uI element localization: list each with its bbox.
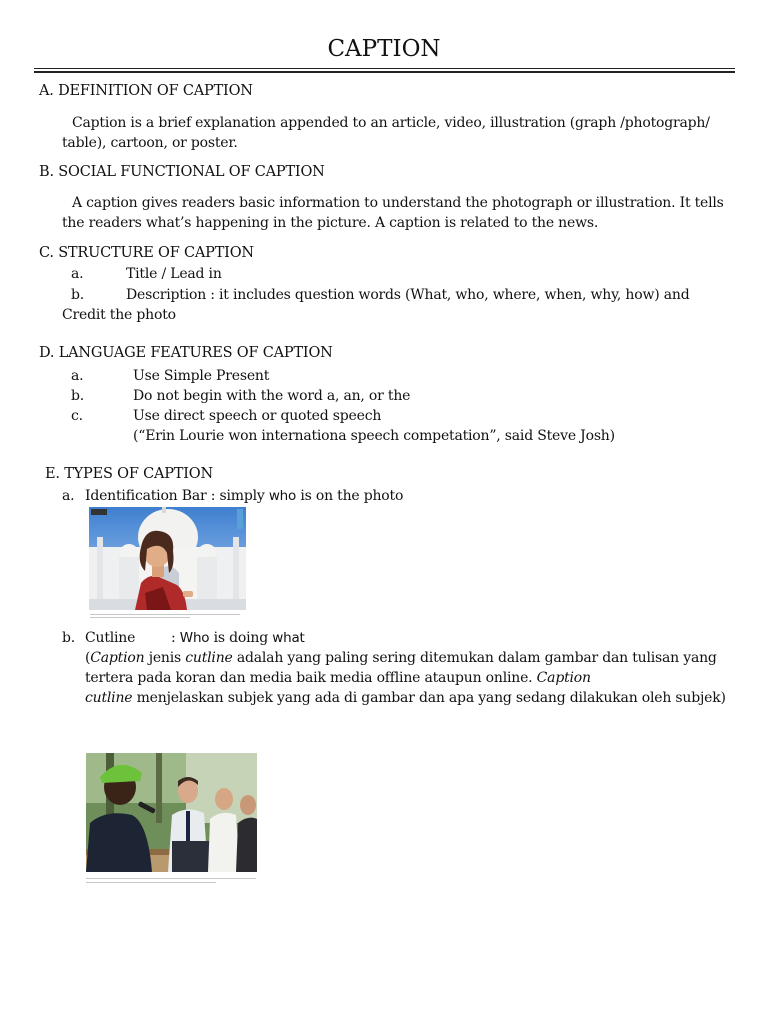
cutline-note-line-1: [85, 648, 717, 668]
section-d-heading: D. LANGUAGE FEATURES OF CAPTION: [39, 345, 333, 361]
title-rule-thick: [34, 71, 735, 73]
taj-mahal-portrait-image: [89, 507, 246, 610]
section-b-body: A caption gives readers basic information to understand the photograph or illustration. It tells the readers what’s happening in the picture. A caption is related to the news.: [62, 195, 724, 231]
section-d-item-a-marker: a.: [71, 368, 84, 384]
section-a-body: Caption is a brief explanation appended to an article, video, illustration (graph /photograph/ table), cartoon, or poster.: [62, 115, 710, 151]
cutline-photo: [86, 753, 257, 872]
section-c-heading: C. STRUCTURE OF CAPTION: [39, 245, 254, 261]
cutline-label: Cutline: [85, 630, 136, 646]
cutline-note-line-2: [85, 668, 591, 688]
title-rule-thin: [34, 68, 735, 69]
cutline-definition: [171, 628, 305, 648]
note-caption-italic-2: Caption: [536, 670, 591, 686]
keyword-who: who: [268, 488, 297, 504]
note-line-3-text: menjelaskan subjek yang ada di gambar dan apa yang sedang dilakukan oleh subjek): [132, 690, 726, 706]
photo-1-credit-line: [90, 614, 240, 615]
note-text-1: jenis: [144, 650, 186, 666]
section-e-item-a-marker: a.: [62, 488, 75, 504]
cutline-separator: :: [171, 630, 176, 646]
section-b-heading: B. SOCIAL FUNCTIONAL OF CAPTION: [39, 164, 325, 180]
cutline-mid-text: is doing: [209, 630, 273, 646]
photo-2-credit-line: [86, 878, 256, 879]
section-a-heading: A. DEFINITION OF CAPTION: [39, 83, 253, 99]
note-cutline-italic-2: cutline: [85, 690, 133, 706]
section-c-item-b-marker: b.: [71, 287, 85, 303]
section-c-continuation: Credit the photo: [62, 307, 176, 323]
section-d-example: (“Erin Lourie won internationa speech competation”, said Steve Josh): [133, 428, 615, 444]
note-text-2: adalah yang paling sering ditemukan dalam gambar dan tulisan yang: [232, 650, 717, 666]
section-c-item-b-text: Description : it includes question words (What, who, where, when, why, how) and: [126, 287, 690, 303]
note-line-2-text: tertera pada koran dan media baik media offline ataupun online.: [85, 670, 537, 686]
section-c-item-a-marker: a.: [71, 266, 84, 282]
section-e-item-b-marker: b.: [62, 630, 76, 646]
identification-bar-text: Identification Bar : simply: [85, 488, 269, 504]
page-title: CAPTION: [327, 36, 441, 62]
section-c-item-a-text: Title / Lead in: [126, 266, 222, 282]
section-d-item-a-text: Use Simple Present: [133, 368, 270, 384]
identification-bar-text-end: is on the photo: [296, 488, 404, 504]
photo-1-credit-line-2: [90, 617, 190, 618]
note-open-paren: (: [85, 650, 91, 666]
keyword-what: what: [272, 630, 305, 646]
section-d-item-b-text: Do not begin with the word a, an, or the: [133, 388, 411, 404]
section-d-item-c-text: Use direct speech or quoted speech: [133, 408, 382, 424]
cutline-note-line-3: [85, 688, 726, 708]
keyword-who-doing: Who: [179, 630, 210, 646]
section-d-item-b-marker: b.: [71, 388, 85, 404]
panel-discussion-image: [86, 753, 257, 872]
section-e-item-a-text: [85, 486, 403, 506]
section-e-heading: E. TYPES OF CAPTION: [45, 466, 213, 482]
photo-2-credit-line-2: [86, 882, 216, 883]
section-d-item-c-marker: c.: [71, 408, 83, 424]
identification-bar-photo: [89, 507, 246, 610]
note-caption-italic: Caption: [90, 650, 145, 666]
note-cutline-italic: cutline: [185, 650, 233, 666]
